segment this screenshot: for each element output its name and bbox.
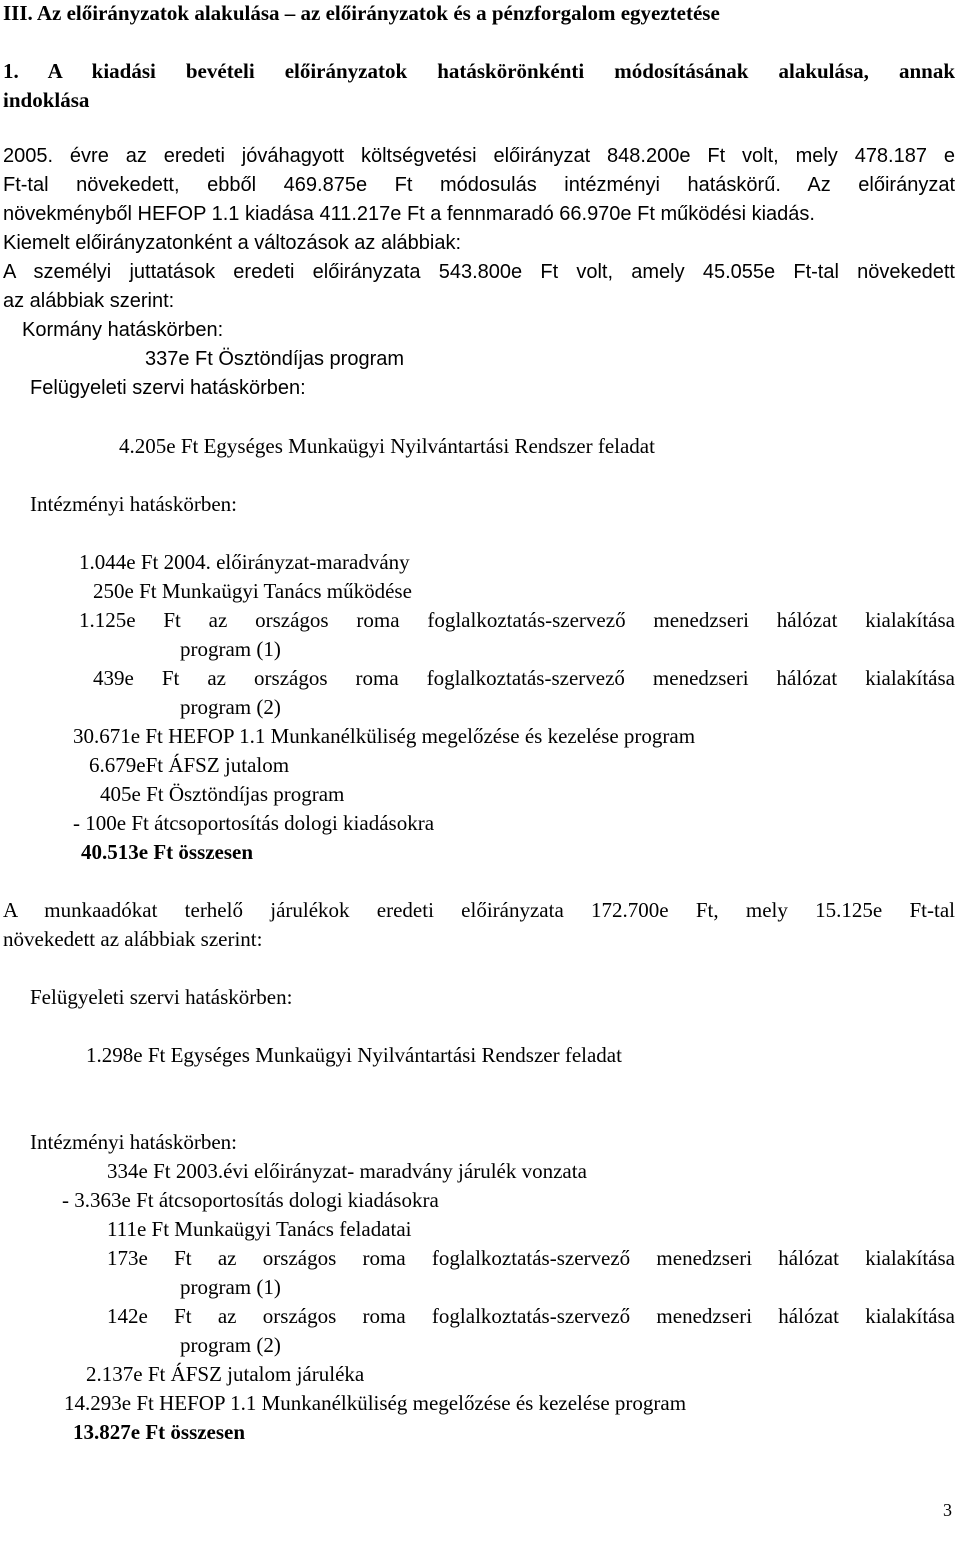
block2-line-2: növekedett az alábbiak szerint: <box>3 927 263 951</box>
intro-line-9: Felügyeleti szervi hatáskörben: <box>30 377 306 399</box>
intro-line-5: A személyi juttatások eredeti előirányzata 543.800e Ft volt, amely 45.055e Ft-tal növekedett <box>3 261 955 283</box>
block2-line-1: A munkaadókat terhelő járulékok eredeti előirányzata 172.700e Ft, mely 15.125e Ft-tal <box>3 898 955 922</box>
block1-line-6: program (1) <box>180 637 281 661</box>
intro-line-7: Kormány hatáskörben: <box>22 319 224 341</box>
block2-line-11: 142e Ft az országos roma foglalkoztatás-szervező menedzseri hálózat kialakítása <box>107 1304 955 1328</box>
section-title: III. Az előirányzatok alakulása – az előirányzatok és a pénzforgalom egyeztetése <box>3 1 720 25</box>
block1-line-3: 1.044e Ft 2004. előirányzat-maradvány <box>79 550 410 574</box>
block1-line-2: Intézményi hatáskörben: <box>30 492 238 516</box>
block2-line-3: Felügyeleti szervi hatáskörben: <box>30 985 293 1009</box>
intro-line-1: 2005. évre az eredeti jóváhagyott költségvetési előirányzat 848.200e Ft volt, mely 478.187 e <box>3 145 955 167</box>
block2-line-9: 173e Ft az országos roma foglalkoztatás-szervező menedzseri hálózat kialakítása <box>107 1246 955 1270</box>
block2-line-7: - 3.363e Ft átcsoportosítás dologi kiadásokra <box>62 1188 439 1212</box>
page-number: 3 <box>943 1500 952 1520</box>
intro-line-2: Ft-tal növekedett, ebből 469.875e Ft módosulás intézményi hatáskörű. Az előirányzat <box>3 174 955 196</box>
block1-line-8: program (2) <box>180 695 281 719</box>
block2-line-6: 334e Ft 2003.évi előirányzat- maradvány járulék vonzata <box>107 1159 587 1183</box>
intro-line-4: Kiemelt előirányzatonként a változások az alábbiak: <box>3 232 462 254</box>
subsection-title-line1: 1. A kiadási bevételi előirányzatok hatáskörönkénti módosításának alakulása, annak <box>3 59 955 83</box>
block1-line-12: - 100e Ft átcsoportosítás dologi kiadásokra <box>73 811 435 835</box>
block2-line-4: 1.298e Ft Egységes Munkaügyi Nyilvántartási Rendszer feladat <box>86 1043 622 1067</box>
block1-total: 40.513e Ft összesen <box>81 840 254 864</box>
block1-line-4: 250e Ft Munkaügyi Tanács működése <box>93 579 412 603</box>
block2-line-12: program (2) <box>180 1333 281 1357</box>
intro-line-8: 337e Ft Ösztöndíjas program <box>145 348 405 370</box>
block2-line-14: 14.293e Ft HEFOP 1.1 Munkanélküliség megelőzése és kezelése program <box>64 1391 687 1415</box>
intro-line-3: növekményből HEFOP 1.1 kiadása 411.217e Ft a fennmaradó 66.970e Ft működési kiadás. <box>3 203 815 225</box>
block1-line-5: 1.125e Ft az országos roma foglalkoztatás-szervező menedzseri hálózat kialakítása <box>79 608 955 632</box>
block2-line-13: 2.137e Ft ÁFSZ jutalom járuléka <box>86 1362 365 1386</box>
block1-line-7: 439e Ft az országos roma foglalkoztatás-szervező menedzseri hálózat kialakítása <box>93 666 955 690</box>
block1-line-1: 4.205e Ft Egységes Munkaügyi Nyilvántartási Rendszer feladat <box>119 434 655 458</box>
block1-line-9: 30.671e Ft HEFOP 1.1 Munkanélküliség megelőzése és kezelése program <box>73 724 696 748</box>
block2-total: 13.827e Ft összesen <box>73 1420 246 1444</box>
block2-line-8: 111e Ft Munkaügyi Tanács feladatai <box>107 1217 412 1241</box>
block1-line-10: 6.679eFt ÁFSZ jutalom <box>89 753 290 777</box>
subsection-title-line2: indoklása <box>3 88 90 112</box>
intro-line-6: az alábbiak szerint: <box>3 290 175 312</box>
block1-line-11: 405e Ft Ösztöndíjas program <box>100 782 345 806</box>
block2-line-5: Intézményi hatáskörben: <box>30 1130 238 1154</box>
block2-line-10: program (1) <box>180 1275 281 1299</box>
